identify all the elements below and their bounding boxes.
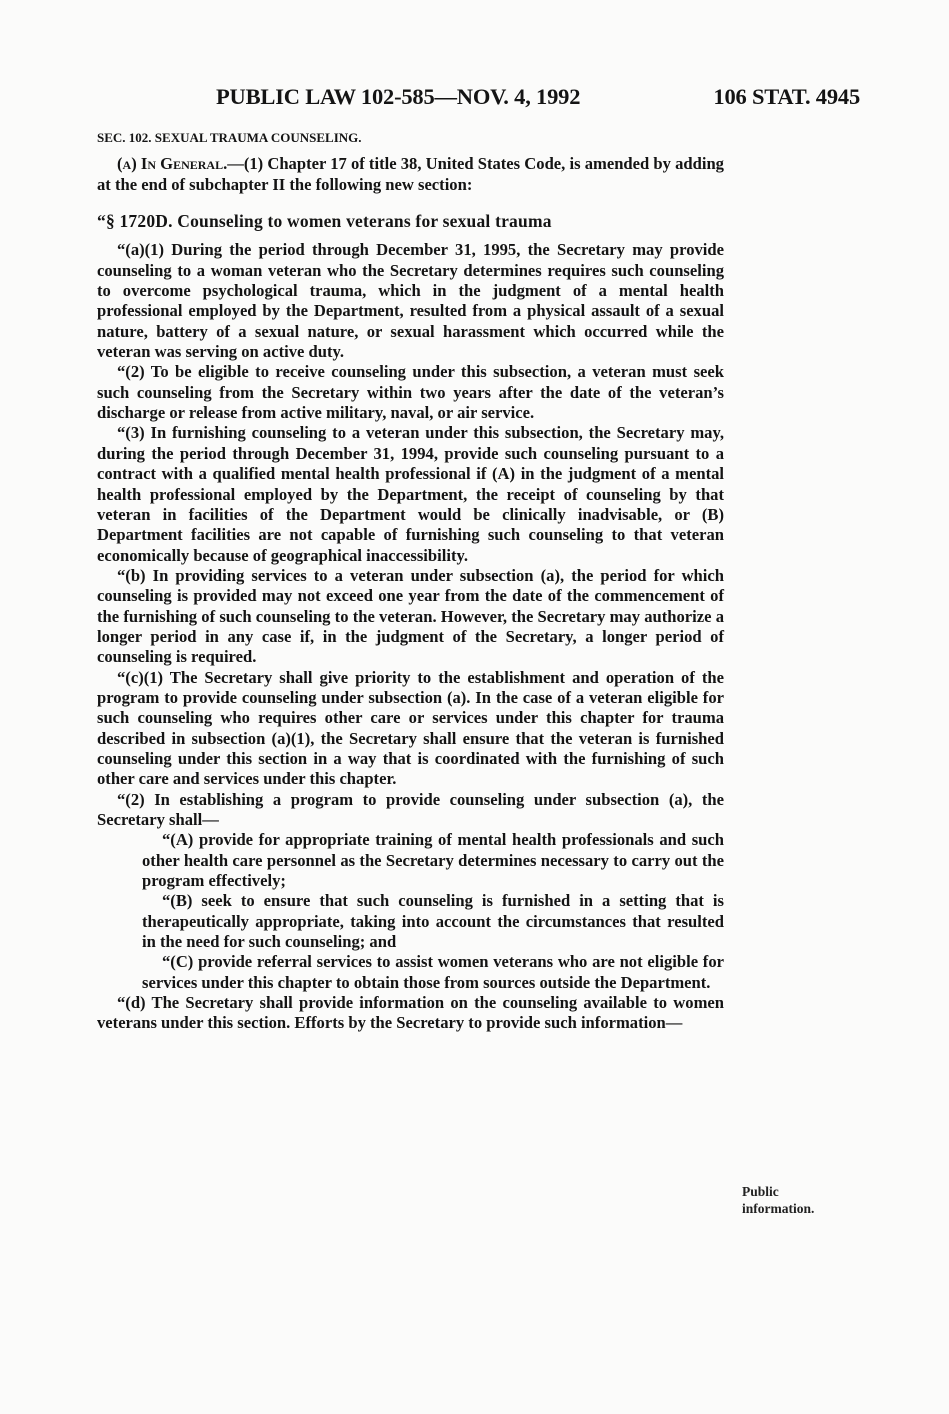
subsection-a-text: —(1) Chapter 17 of title 38, United States Code, is amended by adding at the end of subchapter II the following new section: (97, 154, 724, 194)
margin-note-line1: Public (742, 1184, 779, 1199)
paragraph-a2: “(2) To be eligible to receive counseling under this subsection, a veteran must seek such counseling from the Secretary within two years after the date of the veteran’s discharge or release from active military, naval, or air service. (97, 362, 724, 423)
clause-c2-c: “(C) provide referral services to assist women veterans who are not eligible for services under this chapter to obtain those from sources outside the Department. (142, 952, 724, 992)
new-section-heading: “§ 1720D. Counseling to women veterans for sexual trauma (97, 211, 552, 232)
law-citation: PUBLIC LAW 102-585—NOV. 4, 1992 (216, 84, 581, 109)
margin-note (742, 1183, 814, 1217)
paragraph-c2: “(2) In establishing a program to provide counseling under subsection (a), the Secretary shall— (97, 789, 724, 829)
paragraph-a3: “(3) In furnishing counseling to a veteran under this subsection, the Secretary may, during the period through December 31, 1994, provide such counseling pursuant to a contract with a qualified mental health professional if (A) in the judgment of a mental health professional employed by the Department, the receipt of counseling by that veteran in facilities of the Department would be clinically inadvisable, or (B) Department facilities are not capable of furnishing such counseling to that veteran economically because of geographical inaccessibility. (97, 423, 724, 565)
paragraph-a1: “(a)(1) During the period through December 31, 1995, the Secretary may provide counseling to a woman veteran who the Secretary determines requires such counseling to overcome psychological trauma, which in the judgment of a mental health professional employed by the Department, resulted from a physical assault of a sexual nature, battery of a sexual nature, or sexual harassment which occurred while the veteran was serving on active duty. (97, 240, 724, 362)
clause-c2-b: “(B) seek to ensure that such counseling is furnished in a setting that is therapeutically appropriate, taking into account the circumstances that resulted in the need for such counseling; and (142, 891, 724, 952)
statute-page-number: 106 STAT. 4945 (713, 84, 860, 109)
paragraph-d: “(d) The Secretary shall provide information on the counseling available to women veterans under this section. Efforts by the Secretary to provide such information— (97, 993, 724, 1033)
margin-note-line2: information. (742, 1201, 815, 1216)
document-body (97, 128, 724, 1034)
paragraph-b: “(b) In providing services to a veteran under subsection (a), the period for which counseling is provided may not exceed one year from the date of the commencement of the furnishing of such counseling to the veteran. However, the Secretary may authorize a longer period in any case if, in the judgment of the Secretary, a longer period of counseling is required. (97, 565, 724, 667)
section-heading: SEC. 102. SEXUAL TRAUMA COUNSELING. (97, 130, 362, 145)
paragraph-c1: “(c)(1) The Secretary shall give priority to the establishment and operation of the program to provide counseling under subsection (a). In the case of a veteran eligible for such counseling who requires other care or services under this chapter for trauma described in subsection (a)(1), the Secretary shall ensure that the veteran is furnished counseling under this section in a way that is coordinated with the furnishing of such other care and services under this chapter. (97, 667, 724, 789)
clause-c2-a: “(A) provide for appropriate training of mental health professionals and such other health care personnel as the Secretary determines necessary to carry out the program effectively; (142, 830, 724, 891)
subsection-a-intro (97, 154, 724, 195)
subsection-a-label: (a) In General. (117, 154, 228, 174)
